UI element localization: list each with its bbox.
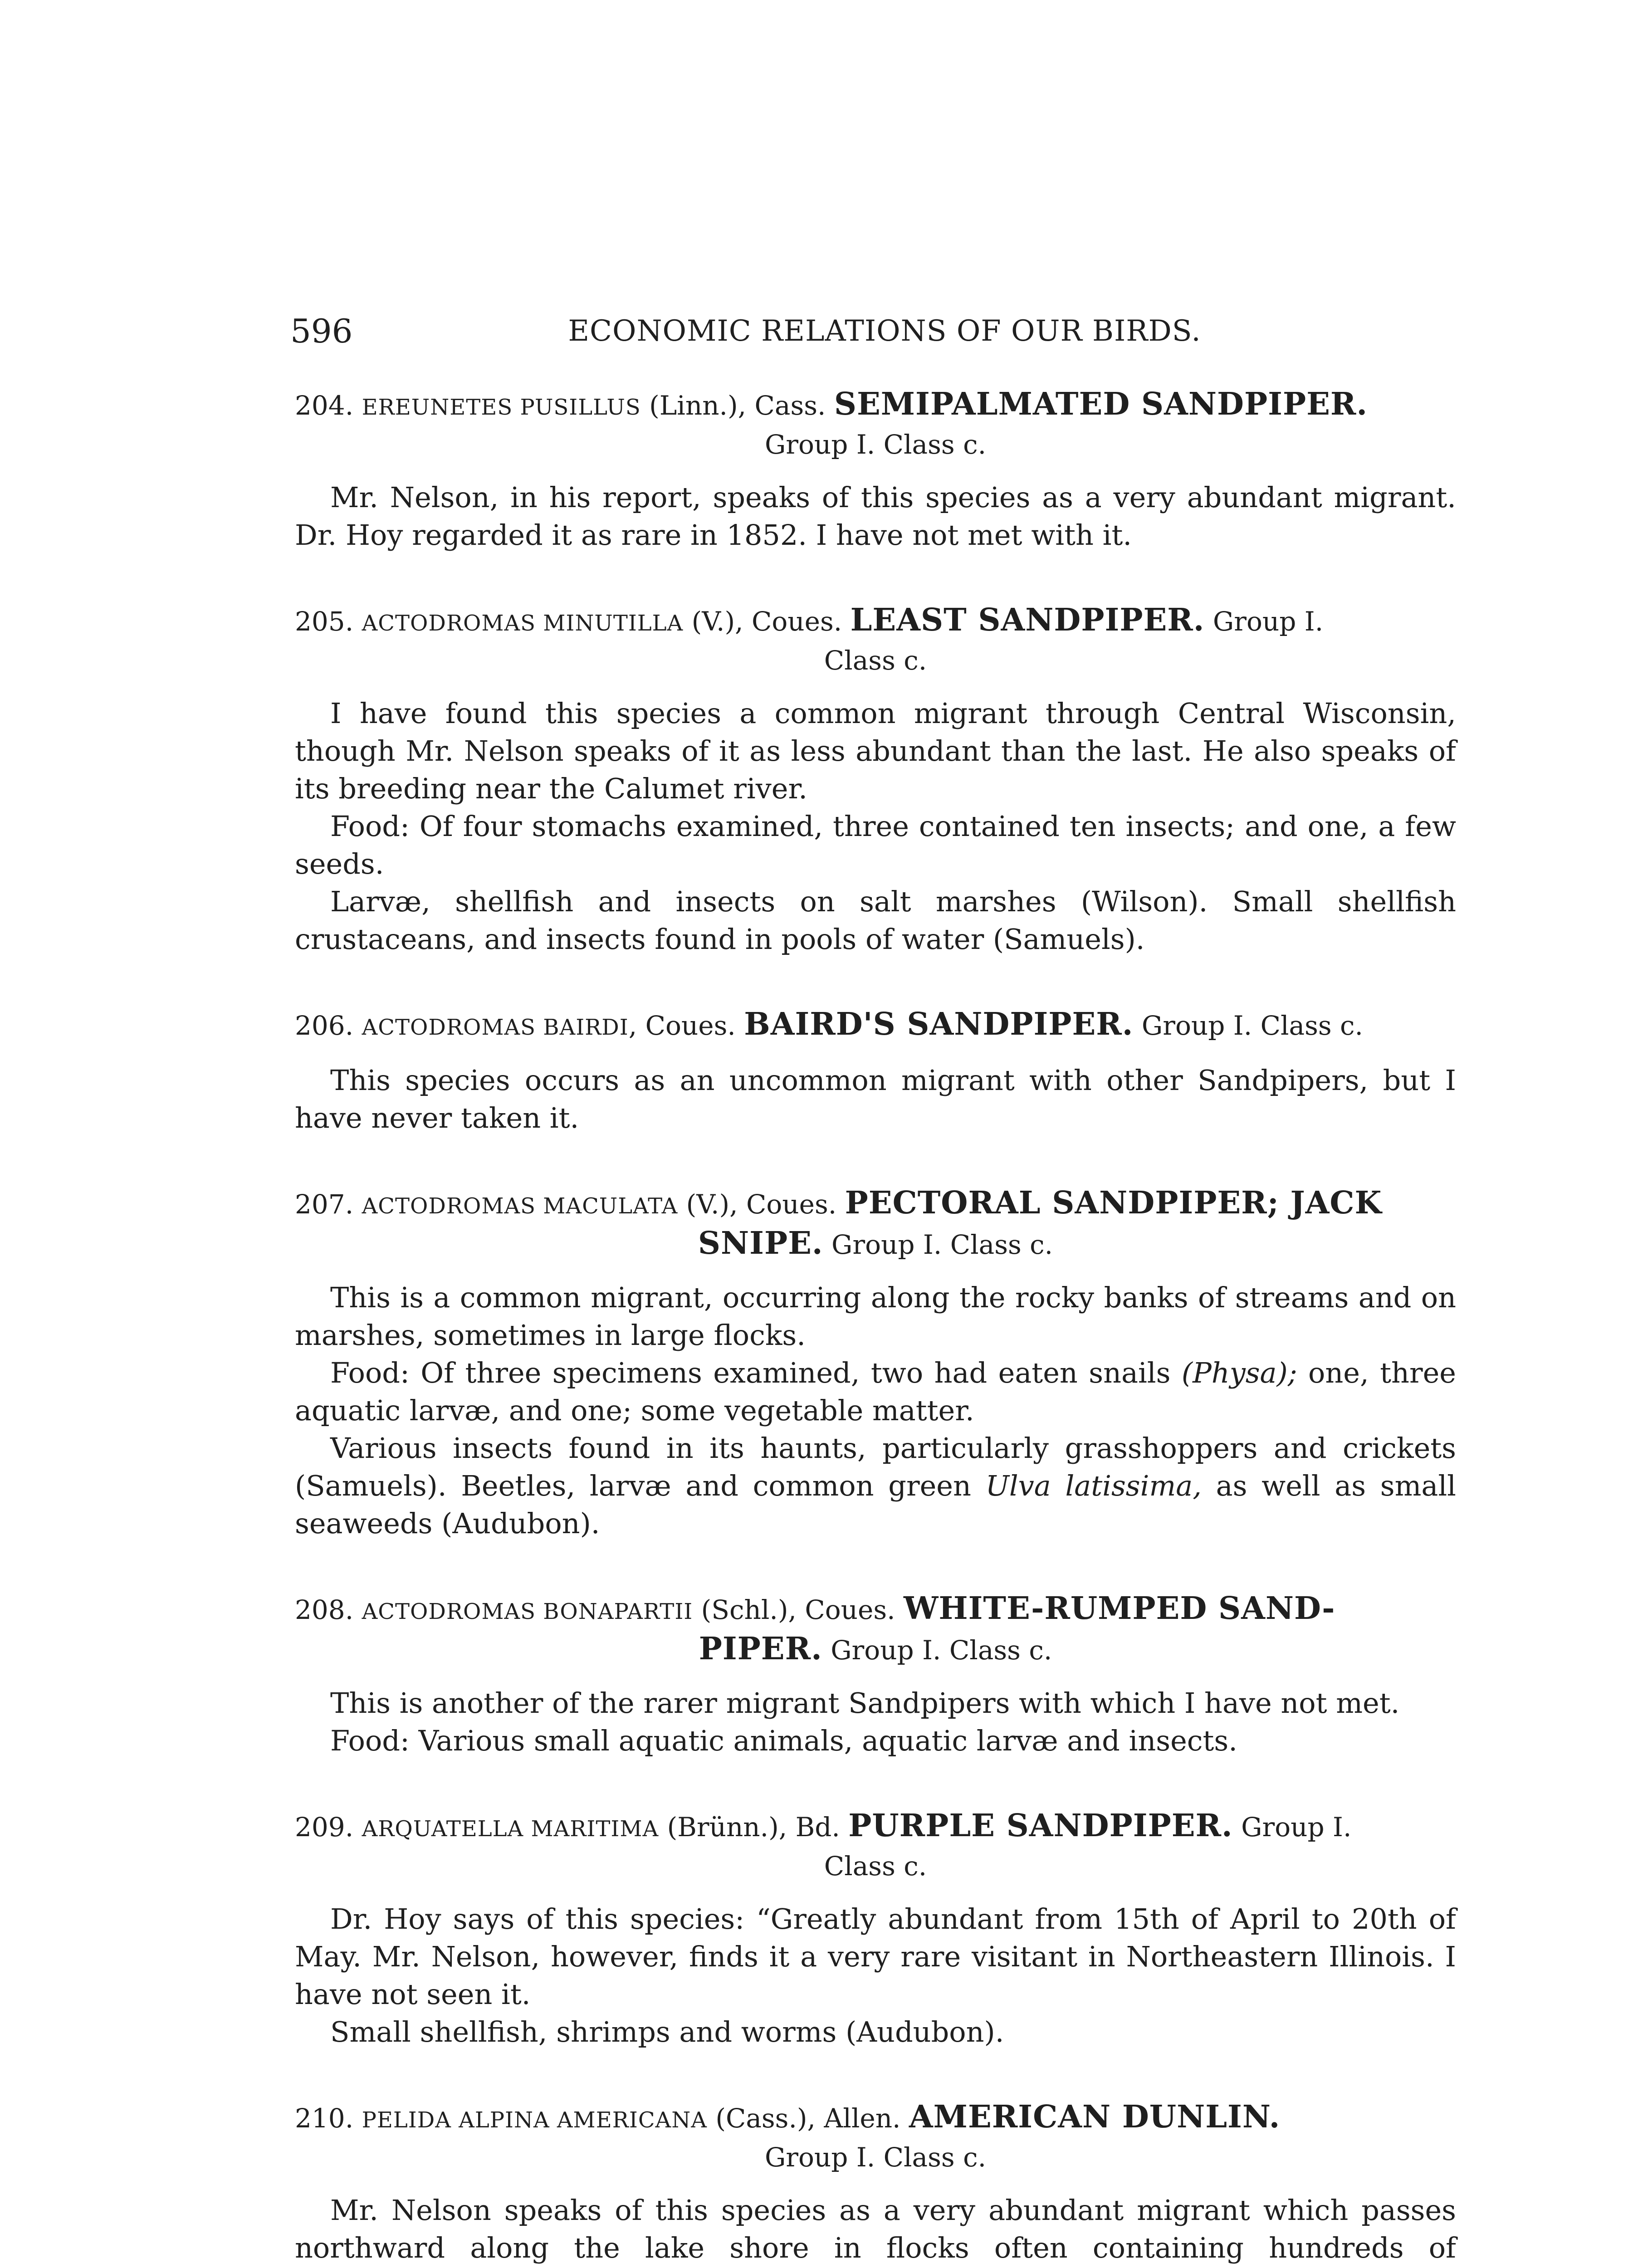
entry-heading: [295, 601, 1456, 679]
entry-body: [295, 479, 1456, 554]
entry-heading: [295, 1184, 1456, 1263]
group-class: Group I. Class c.: [831, 1635, 1052, 1666]
entry-body: [295, 1279, 1456, 1542]
various-text: Various insects found in its haunts, particularly grasshoppers and crickets (Samuels). Beetles, larvæ and common green: [295, 1432, 1456, 1502]
entry-heading: [295, 1590, 1456, 1669]
various-italic-term: Ulva latissima,: [985, 1469, 1202, 1502]
entry-heading: [295, 386, 1456, 463]
species-entry-207: [295, 1184, 1456, 1542]
common-name: PURPLE SANDPIPER.: [848, 1808, 1233, 1844]
species-entry-204: [295, 386, 1456, 554]
common-name: AMERICAN DUNLIN.: [909, 2099, 1281, 2135]
scientific-name: ACTODROMAS BONAPARTII: [362, 1599, 693, 1624]
group-class: Group I. Class c.: [831, 1229, 1053, 1260]
scientific-name: ACTODROMAS BAIRDI: [362, 1015, 629, 1040]
heading-line-2: [295, 1225, 1456, 1263]
group-label: Group I.: [1213, 606, 1324, 637]
paragraph: I have found this species a common migrant through Central Wisconsin, though Mr. Nelson speaks of it as less abundant than the last. He also speaks of its breeding near the Calumet river.: [295, 697, 1456, 805]
authority: (V.), Coues.: [686, 1189, 837, 1220]
paragraph: Small shellfish, shrimps and worms (Audubon).: [330, 2015, 1004, 2048]
species-entry-205: [295, 601, 1456, 958]
entry-number: 204.: [295, 390, 354, 421]
entry-body: [295, 1061, 1456, 1137]
paragraph: This species occurs as an uncommon migrant with other Sandpipers, but I have never taken it.: [295, 1064, 1456, 1134]
food-paragraph: [295, 1354, 1456, 1429]
common-name: PECTORAL SANDPIPER; JACK: [845, 1185, 1382, 1221]
scientific-name: EREUNETES PUSILLUS: [362, 395, 641, 420]
common-name: LEAST SANDPIPER.: [850, 602, 1205, 638]
food-italic-term: (Physa);: [1181, 1356, 1297, 1389]
group-class: Group I. Class c.: [764, 429, 987, 460]
paragraph: Food: Various small aquatic animals, aquatic larvæ and insects.: [330, 1724, 1237, 1757]
authority: (V.), Coues.: [691, 606, 842, 637]
scientific-name: ACTODROMAS MINUTILLA: [362, 611, 684, 636]
common-name: WHITE-RUMPED SAND-: [903, 1590, 1335, 1627]
group-class: Group I. Class c.: [1141, 1010, 1363, 1041]
scientific-name: ACTODROMAS MACULATA: [362, 1193, 678, 1219]
common-name-continued: PIPER.: [699, 1631, 822, 1667]
authority: (Cass.), Allen.: [715, 2103, 901, 2134]
page-number: 596: [290, 312, 353, 350]
entry-number: 210.: [295, 2103, 354, 2134]
species-entry-208: [295, 1590, 1456, 1760]
group-class: Group I. Class c.: [764, 2142, 987, 2173]
paragraph: This is a common migrant, occurring along the rocky banks of streams and on marshes, sometimes in large flocks.: [295, 1281, 1456, 1352]
page-content: [295, 386, 1456, 2268]
running-header: [290, 313, 1479, 349]
entry-number: 208.: [295, 1594, 354, 1625]
authority: (Schl.), Coues.: [701, 1594, 895, 1625]
scientific-name: PELIDA ALPINA AMERICANA: [362, 2107, 707, 2133]
paragraph: Mr. Nelson speaks of this species as a very abundant migrant which passes northward along the lake shore in flocks often containing hundreds of: [295, 2194, 1456, 2264]
species-entry-210: [295, 2098, 1456, 2268]
various-text-cont: as well as small seaweeds (Audubon).: [295, 1469, 1457, 1540]
class-label: Class c.: [824, 1851, 927, 1882]
class-label: Class c.: [824, 645, 927, 676]
common-name-continued: SNIPE.: [698, 1225, 823, 1261]
authority: (Linn.), Cass.: [649, 390, 826, 421]
heading-line-2: [295, 1630, 1456, 1669]
entry-number: 205.: [295, 606, 354, 637]
paragraph: Food: Of four stomachs examined, three contained ten insects; and one, a few seeds.: [295, 810, 1456, 880]
various-paragraph: [295, 1429, 1456, 1542]
species-entry-206: [295, 1006, 1456, 1137]
paragraph: This is another of the rarer migrant Sandpipers with which I have not met.: [330, 1686, 1400, 1720]
food-text-cont: one, three aquatic larvæ, and one; some vegetable matter.: [295, 1356, 1456, 1427]
entry-body: [295, 2191, 1456, 2268]
authority: , Coues.: [628, 1010, 736, 1041]
paragraph: Mr. Nelson, in his report, speaks of this species as a very abundant migrant. Dr. Hoy regarded it as rare in 1852. I have not met with it.: [295, 481, 1456, 552]
scientific-name: ARQUATELLA MARITIMA: [362, 1816, 659, 1842]
entry-number: 206.: [295, 1010, 354, 1041]
species-entry-209: [295, 1807, 1456, 2051]
paragraph: Dr. Hoy says of this species: “Greatly abundant from 15th of April to 20th of May. Mr. Nelson, however, finds it a very rare visitant in Northeastern Illinois. I have not seen it.: [295, 1902, 1456, 2011]
entry-heading: [295, 1006, 1456, 1046]
authority: (Brünn.), Bd.: [667, 1812, 840, 1843]
common-name: BAIRD'S SANDPIPER.: [744, 1006, 1134, 1042]
entry-body: [295, 694, 1456, 958]
entry-number: 209.: [295, 1812, 354, 1843]
running-title: ECONOMIC RELATIONS OF OUR BIRDS.: [568, 314, 1201, 348]
common-name: SEMIPALMATED SANDPIPER.: [834, 386, 1368, 422]
group-label: Group I.: [1241, 1812, 1352, 1843]
entry-body: [295, 1900, 1456, 2051]
paragraph: Larvæ, shellfish and insects on salt marshes (Wilson). Small shellfish crustaceans, and insects found in pools of water (Samuels).: [295, 885, 1456, 956]
entry-heading: [295, 2098, 1456, 2176]
entry-heading: [295, 1807, 1456, 1885]
entry-body: [295, 1684, 1456, 1760]
food-text: Food: Of three specimens examined, two had eaten snails: [330, 1356, 1182, 1389]
entry-number: 207.: [295, 1189, 354, 1220]
